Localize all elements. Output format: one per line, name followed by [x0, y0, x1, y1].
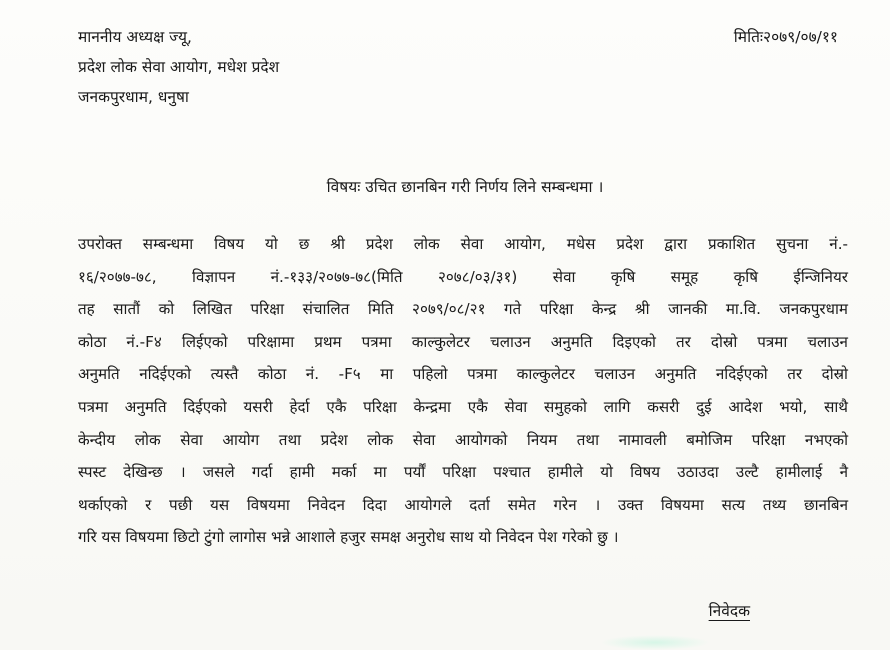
address-line-office: प्रदेश लोक सेवा आयोग, मधेश प्रदेश [78, 58, 280, 76]
body-line: उपरोक्त सम्बन्धमा विषय यो छ श्री प्रदेश लोक सेवा आयोग, मधेस प्रदेश द्वारा प्रकाशित सुचना नं.- [78, 235, 848, 253]
photo-glare [600, 635, 710, 650]
letter-body [78, 228, 848, 554]
address-line-location: जनकपुरधाम, धनुषा [78, 88, 189, 106]
body-line: तह सातौं को लिखित परिक्षा संचालित मिति २०७९/०८/२१ गते परिक्षा केन्द्र श्री जानकी मा.वि. जनकपुरधाम [78, 300, 848, 319]
letter-subject: विषयः उचित छानबिन गरी निर्णय लिने सम्बन्धमा । [326, 178, 604, 196]
address-line-recipient: माननीय अध्यक्ष ज्यू, [78, 28, 192, 46]
signature-label: निवेदक [708, 602, 750, 620]
body-line: केन्दीय लोक सेवा आयोग तथा प्रदेश लोक सेवा आयोगको नियम तथा नामावली बमोजिम परिक्षा नभएको [78, 430, 848, 449]
recipient-address [78, 22, 279, 112]
body-line: १६/२०७७-७८, विज्ञापन नं.-१३३/२०७७-७८(मिति २०७८/०३/३१) सेवा कृषि समूह कृषि ईन्जिनियर [78, 267, 848, 286]
letter-date: मितिः२०७९/०७/११ [733, 28, 838, 46]
body-line: थर्काएको र पछी यस विषयमा निवेदन दिदा आयोगले दर्ता समेत गरेन । उक्त विषयमा सत्य तथ्य छानबिन [78, 495, 848, 514]
body-line: कोठा नं.-F४ लिईएको परिक्षामा प्रथम पत्रमा काल्कुलेटर चलाउन अनुमति दिइएको तर दोस्रो पत्रमा चलाउन [78, 332, 848, 351]
body-line: स्पस्ट देखिन्छ । जसले गर्दा हामी मर्का मा पर्यौं परिक्षा पश्चात हामीले यो विषय उठाउदा उल्टै हामीलाई नै [78, 463, 848, 482]
body-line: अनुमति नदिईएको त्यस्तै कोठा नं. -F५ मा पहिलो पत्रमा काल्कुलेटर चलाउन अनुमति नदिईएको तर दोस्रो [78, 365, 848, 384]
body-line: गरि यस विषयमा छिटो टुंगो लागोस भन्ने आशाले हजुर समक्ष अनुरोध साथ यो निवेदन पेश गरेको छु । [78, 528, 619, 547]
body-line: पत्रमा अनुमति दिईएको यसरी हेर्दा एकै परिक्षा केन्द्रमा एकै सेवा समुहको लागि कसरी दुई आदेश भयो, साथै [78, 397, 848, 416]
